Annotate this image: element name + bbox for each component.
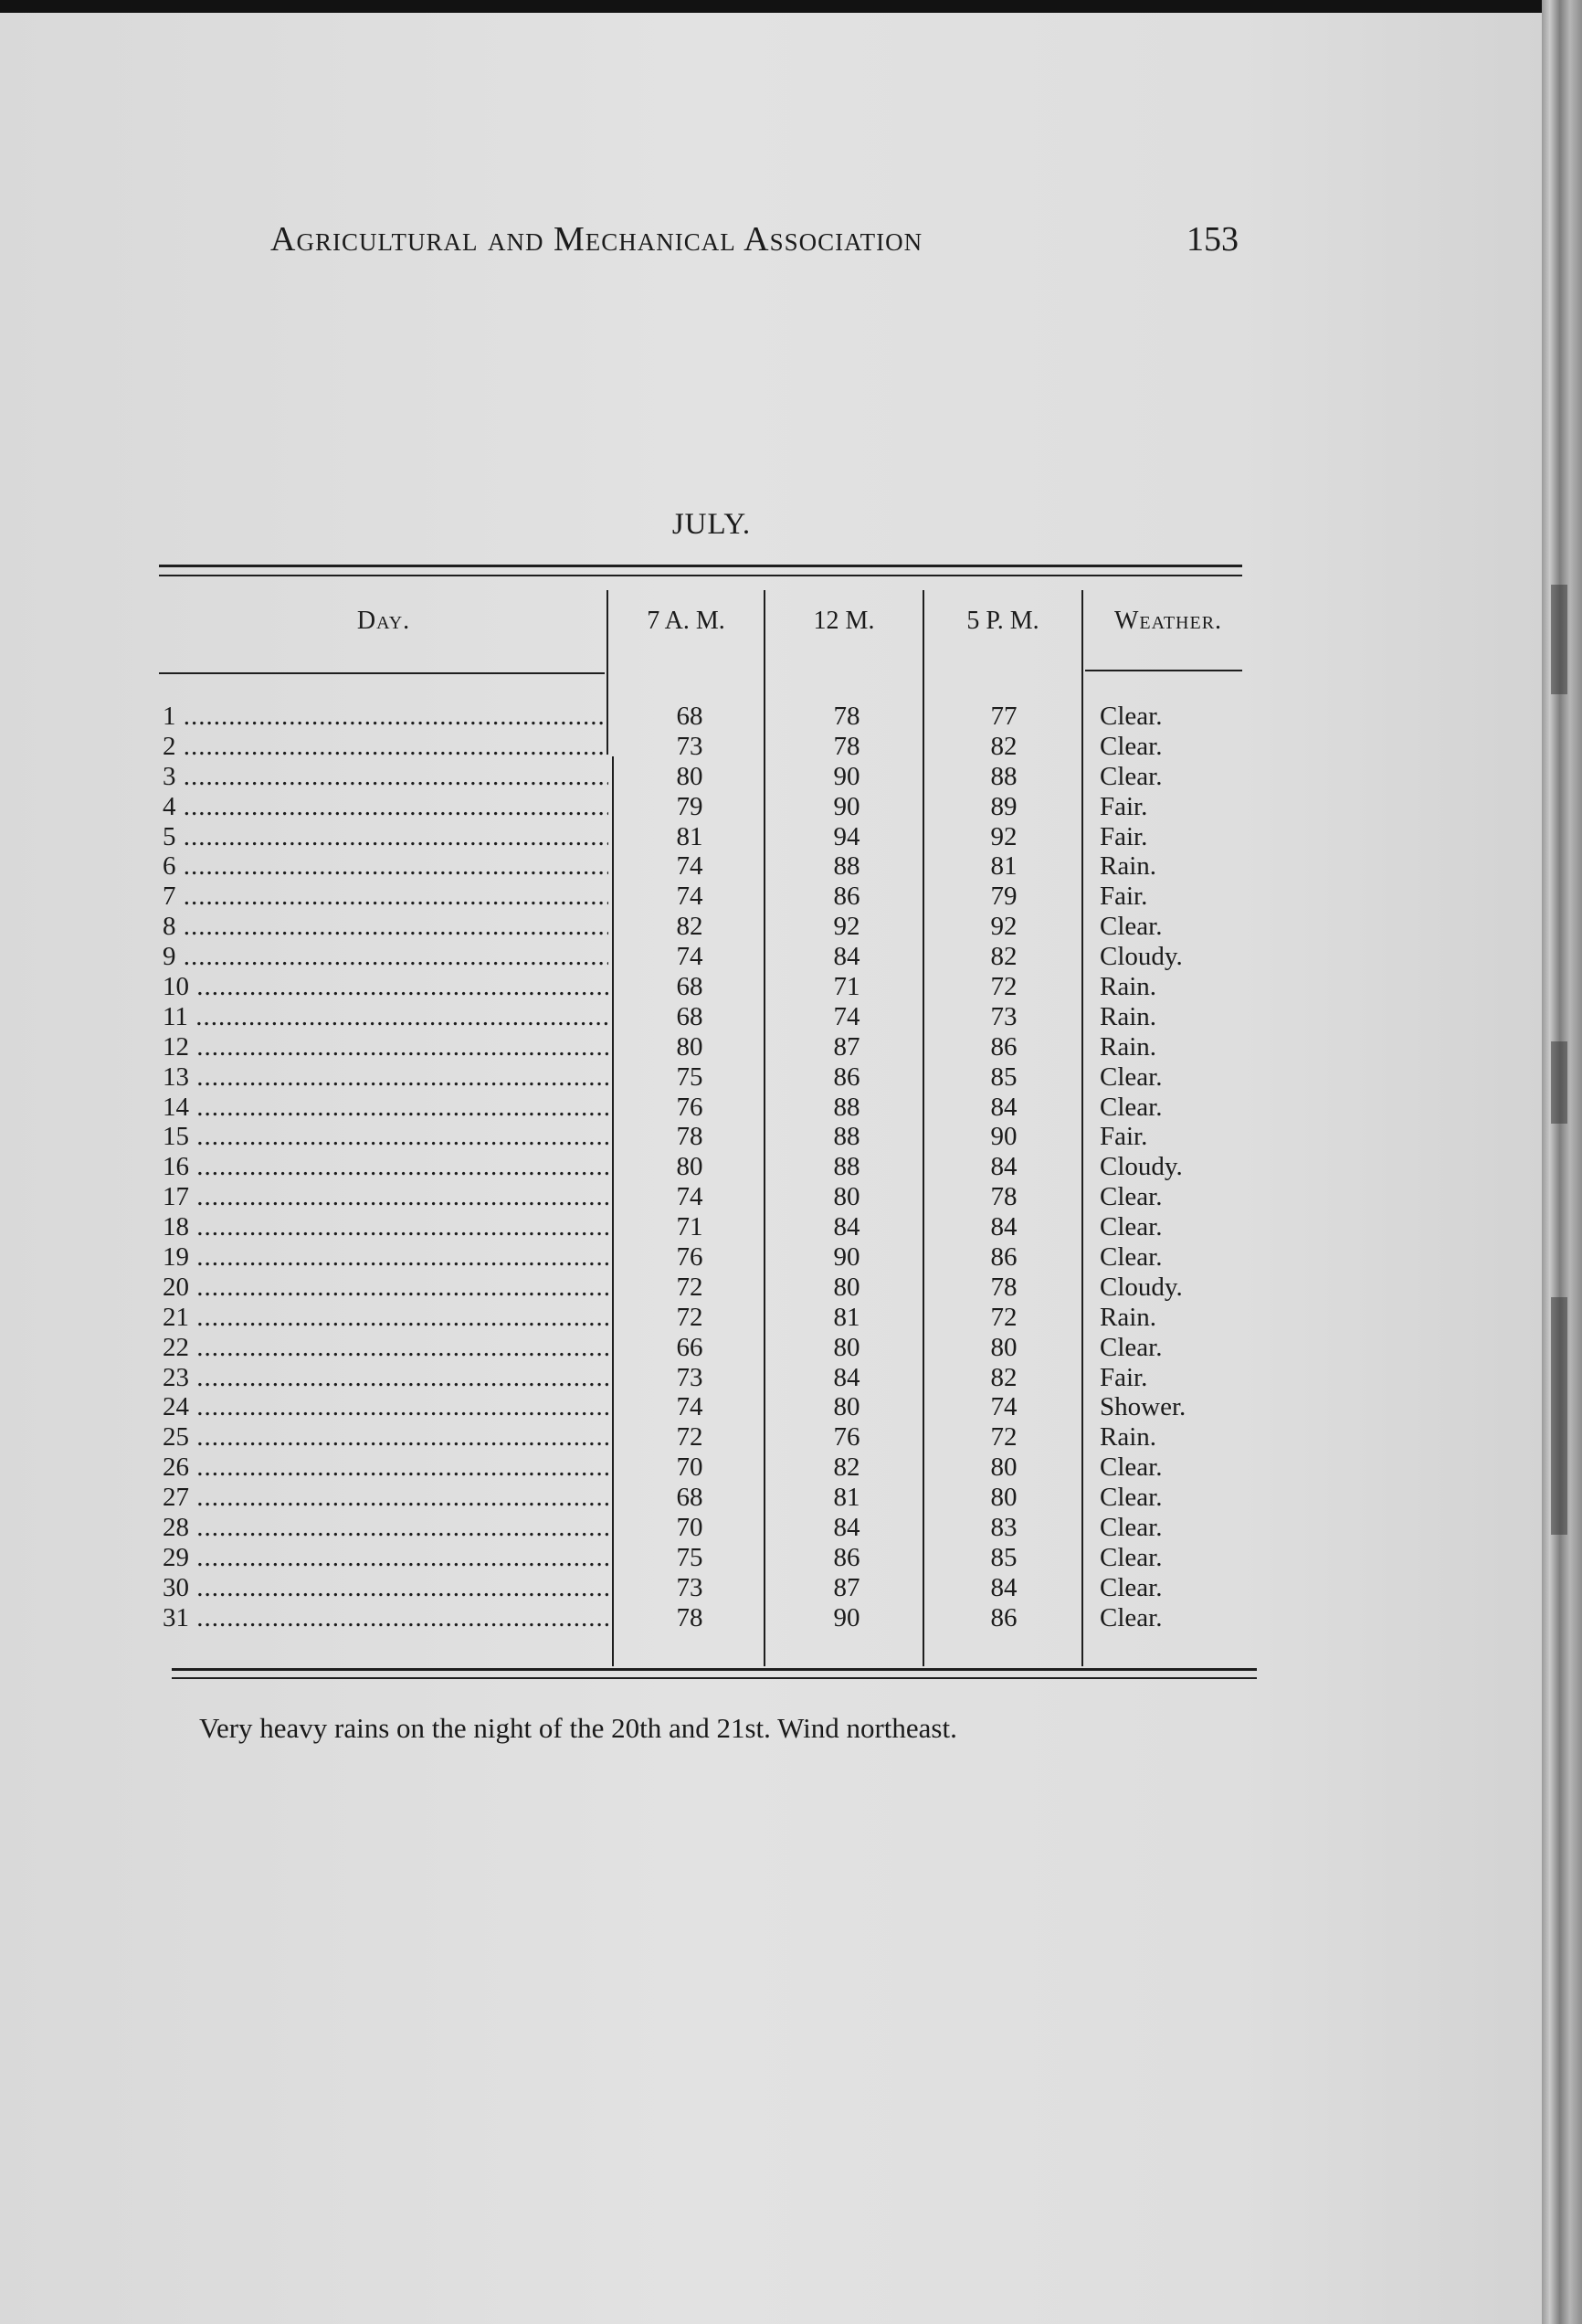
weather-cell: Clear. [1100,1332,1163,1362]
weather-cell: Clear. [1100,1242,1163,1273]
table-row [0,1152,1582,1182]
weather-cell: Rain. [1100,851,1157,882]
temp-7am-cell: 72 [676,1272,703,1302]
spine-mark [1551,585,1567,694]
temp-7am-cell: 82 [676,912,703,942]
table-row [0,1032,1582,1062]
weather-cell: Cloudy. [1100,942,1183,972]
weather-cell: Clear. [1100,1602,1163,1632]
table-row [0,882,1582,912]
temp-7am-cell: 68 [676,702,703,731]
table-row [0,1303,1582,1333]
temp-5pm-cell: 85 [990,1542,1018,1572]
day-cell: 11 ..... [163,1002,608,1032]
temp-5pm-cell: 78 [990,1272,1018,1302]
header-rule-weather [1085,670,1242,671]
temp-5pm-cell: 89 [990,791,1018,821]
day-cell: 30 ..... [163,1573,608,1603]
temp-7am-cell: 81 [676,821,703,851]
weather-cell: Clear. [1100,1062,1163,1092]
weather-cell: Clear. [1100,761,1163,791]
temp-5pm-cell: 80 [990,1332,1018,1362]
table-row [0,1363,1582,1393]
temp-noon-cell: 80 [833,1332,860,1362]
header-5pm: 5 P. M. [966,607,1039,635]
table-row [0,1422,1582,1452]
day-cell: 23 ..... [163,1363,608,1393]
day-cell: 29 ..... [163,1543,608,1573]
temp-noon-cell: 88 [833,1152,860,1182]
day-cell: 26 ..... [163,1452,608,1483]
day-cell: 31 ..... [163,1603,608,1633]
temp-noon-cell: 87 [833,1031,860,1062]
day-cell: 2 ..... [163,732,608,762]
temp-noon-cell: 81 [833,1483,860,1513]
day-cell: 17 ..... [163,1182,608,1212]
table-row [0,851,1582,882]
weather-cell: Cloudy. [1100,1152,1183,1182]
temp-noon-cell: 90 [833,791,860,821]
temp-5pm-cell: 84 [990,1152,1018,1182]
temp-5pm-cell: 88 [990,761,1018,791]
temp-7am-cell: 71 [676,1212,703,1242]
temp-noon-cell: 86 [833,1062,860,1092]
day-cell: 21 ..... [163,1303,608,1333]
day-cell: 19 ..... [163,1242,608,1273]
temp-noon-cell: 81 [833,1302,860,1332]
temp-noon-cell: 84 [833,1362,860,1392]
temp-5pm-cell: 84 [990,1092,1018,1122]
temp-7am-cell: 73 [676,731,703,761]
temp-5pm-cell: 84 [990,1572,1018,1602]
temp-5pm-cell: 74 [990,1392,1018,1422]
day-cell: 16 ..... [163,1152,608,1182]
table-row [0,972,1582,1002]
temp-7am-cell: 72 [676,1302,703,1332]
table-row [0,1333,1582,1363]
temp-7am-cell: 76 [676,1092,703,1122]
temp-noon-cell: 90 [833,1602,860,1632]
temp-5pm-cell: 84 [990,1212,1018,1242]
temp-5pm-cell: 79 [990,882,1018,912]
weather-cell: Rain. [1100,1422,1157,1452]
temp-7am-cell: 74 [676,1182,703,1212]
day-cell: 3 ..... [163,762,608,792]
header-rule-day [159,672,605,674]
temp-7am-cell: 80 [676,1031,703,1062]
table-row [0,1242,1582,1273]
table-top-rule [159,565,1242,567]
temp-7am-cell: 78 [676,1602,703,1632]
temp-7am-cell: 74 [676,851,703,882]
temp-5pm-cell: 92 [990,821,1018,851]
table-row [0,1513,1582,1543]
temp-7am-cell: 78 [676,1122,703,1152]
day-cell: 14 ..... [163,1093,608,1123]
temp-5pm-cell: 90 [990,1122,1018,1152]
table-row [0,1273,1582,1303]
temp-5pm-cell: 85 [990,1062,1018,1092]
weather-cell: Rain. [1100,1302,1157,1332]
weather-cell: Fair. [1100,1362,1148,1392]
temp-noon-cell: 71 [833,972,860,1002]
weather-cell: Clear. [1100,1092,1163,1122]
weather-cell: Fair. [1100,1122,1148,1152]
temp-noon-cell: 94 [833,821,860,851]
temp-noon-cell: 88 [833,1122,860,1152]
weather-cell: Clear. [1100,1212,1163,1242]
weather-cell: Cloudy. [1100,1272,1183,1302]
temp-noon-cell: 90 [833,761,860,791]
table-row [0,1483,1582,1513]
table-top-rule-inner [159,575,1242,576]
temp-5pm-cell: 78 [990,1182,1018,1212]
table-row [0,1392,1582,1422]
weather-cell: Clear. [1100,1452,1163,1483]
table-row [0,1182,1582,1212]
temp-noon-cell: 82 [833,1452,860,1483]
temp-noon-cell: 80 [833,1182,860,1212]
table-row [0,732,1582,762]
weather-cell: Rain. [1100,1001,1157,1031]
weather-cell: Clear. [1100,731,1163,761]
weather-cell: Clear. [1100,1572,1163,1602]
day-cell: 6 ..... [163,851,608,882]
temp-5pm-cell: 80 [990,1483,1018,1513]
weather-cell: Clear. [1100,702,1163,731]
temp-7am-cell: 80 [676,761,703,791]
temp-5pm-cell: 83 [990,1513,1018,1543]
table-row [0,1122,1582,1152]
temp-noon-cell: 84 [833,1212,860,1242]
header-12m: 12 M. [813,607,875,635]
temp-5pm-cell: 86 [990,1242,1018,1273]
table-row [0,702,1582,732]
temp-noon-cell: 87 [833,1572,860,1602]
temp-7am-cell: 74 [676,1392,703,1422]
day-cell: 13 ..... [163,1062,608,1093]
temp-7am-cell: 74 [676,882,703,912]
day-cell: 28 ..... [163,1513,608,1543]
temp-noon-cell: 84 [833,1513,860,1543]
day-cell: 4 ..... [163,792,608,822]
temp-noon-cell: 74 [833,1001,860,1031]
header-7am: 7 A. M. [647,607,725,635]
temp-5pm-cell: 72 [990,1422,1018,1452]
temp-5pm-cell: 82 [990,731,1018,761]
day-cell: 15 ..... [163,1122,608,1152]
temp-noon-cell: 84 [833,942,860,972]
temp-5pm-cell: 73 [990,1001,1018,1031]
temp-noon-cell: 88 [833,1092,860,1122]
day-cell: 5 ..... [163,822,608,852]
day-cell: 9 ..... [163,942,608,972]
header-day: Day. [356,607,411,635]
page-number: 153 [1186,220,1239,259]
temp-7am-cell: 70 [676,1513,703,1543]
temp-7am-cell: 75 [676,1062,703,1092]
temp-7am-cell: 74 [676,942,703,972]
temp-7am-cell: 79 [676,791,703,821]
temp-5pm-cell: 72 [990,1302,1018,1332]
temp-5pm-cell: 81 [990,851,1018,882]
day-cell: 25 ..... [163,1422,608,1452]
temp-7am-cell: 80 [676,1152,703,1182]
temp-5pm-cell: 92 [990,912,1018,942]
temp-noon-cell: 76 [833,1422,860,1452]
table-row [0,1093,1582,1123]
table-row [0,942,1582,972]
table-row [0,912,1582,942]
day-cell: 20 ..... [163,1273,608,1303]
temp-5pm-cell: 86 [990,1602,1018,1632]
table-row [0,1212,1582,1242]
header-weather: Weather. [1113,607,1223,635]
table-row [0,1062,1582,1093]
temp-7am-cell: 75 [676,1542,703,1572]
temp-5pm-cell: 86 [990,1031,1018,1062]
day-cell: 27 ..... [163,1483,608,1513]
weather-cell: Clear. [1100,1542,1163,1572]
temp-noon-cell: 80 [833,1272,860,1302]
weather-cell: Fair. [1100,821,1148,851]
table-row [0,1573,1582,1603]
table-body [0,702,1582,1633]
day-cell: 10 ..... [163,972,608,1002]
temp-7am-cell: 70 [676,1452,703,1483]
table-row [0,1603,1582,1633]
temp-7am-cell: 68 [676,972,703,1002]
table-bottom-rule-inner [172,1677,1257,1679]
table-row [0,792,1582,822]
temp-5pm-cell: 77 [990,702,1018,731]
temp-7am-cell: 73 [676,1362,703,1392]
temp-noon-cell: 86 [833,882,860,912]
temp-noon-cell: 78 [833,731,860,761]
temp-7am-cell: 68 [676,1001,703,1031]
temp-5pm-cell: 82 [990,942,1018,972]
day-cell: 22 ..... [163,1333,608,1363]
weather-cell: Clear. [1100,1513,1163,1543]
temp-7am-cell: 72 [676,1422,703,1452]
running-head [270,219,1239,274]
temp-5pm-cell: 80 [990,1452,1018,1483]
temp-5pm-cell: 72 [990,972,1018,1002]
day-cell: 7 ..... [163,882,608,912]
temp-7am-cell: 66 [676,1332,703,1362]
footnote: Very heavy rains on the night of the 20th and 21st. Wind northeast. [199,1712,957,1744]
scan-top-edge [0,0,1582,13]
day-cell: 24 ..... [163,1392,608,1422]
day-cell: 8 ..... [163,912,608,942]
table-row [0,762,1582,792]
temp-7am-cell: 73 [676,1572,703,1602]
table-row [0,822,1582,852]
temp-noon-cell: 90 [833,1242,860,1273]
table-row [0,1002,1582,1032]
weather-cell: Rain. [1100,972,1157,1002]
table-row [0,1452,1582,1483]
weather-cell: Rain. [1100,1031,1157,1062]
running-head-title: Agricultural and Mechanical Association [270,220,923,259]
table-title: JULY. [671,508,752,541]
weather-cell: Fair. [1100,791,1148,821]
temp-noon-cell: 78 [833,702,860,731]
weather-cell: Fair. [1100,882,1148,912]
temp-noon-cell: 88 [833,851,860,882]
temp-5pm-cell: 82 [990,1362,1018,1392]
weather-cell: Clear. [1100,1182,1163,1212]
day-cell: 1 ..... [163,702,608,732]
temp-7am-cell: 68 [676,1483,703,1513]
day-cell: 18 ..... [163,1212,608,1242]
weather-cell: Clear. [1100,1483,1163,1513]
temp-noon-cell: 86 [833,1542,860,1572]
weather-cell: Shower. [1100,1392,1186,1422]
day-cell: 12 ..... [163,1032,608,1062]
table-bottom-rule [172,1668,1257,1671]
weather-cell: Clear. [1100,912,1163,942]
temp-noon-cell: 92 [833,912,860,942]
temp-noon-cell: 80 [833,1392,860,1422]
table-row [0,1543,1582,1573]
temp-7am-cell: 76 [676,1242,703,1273]
